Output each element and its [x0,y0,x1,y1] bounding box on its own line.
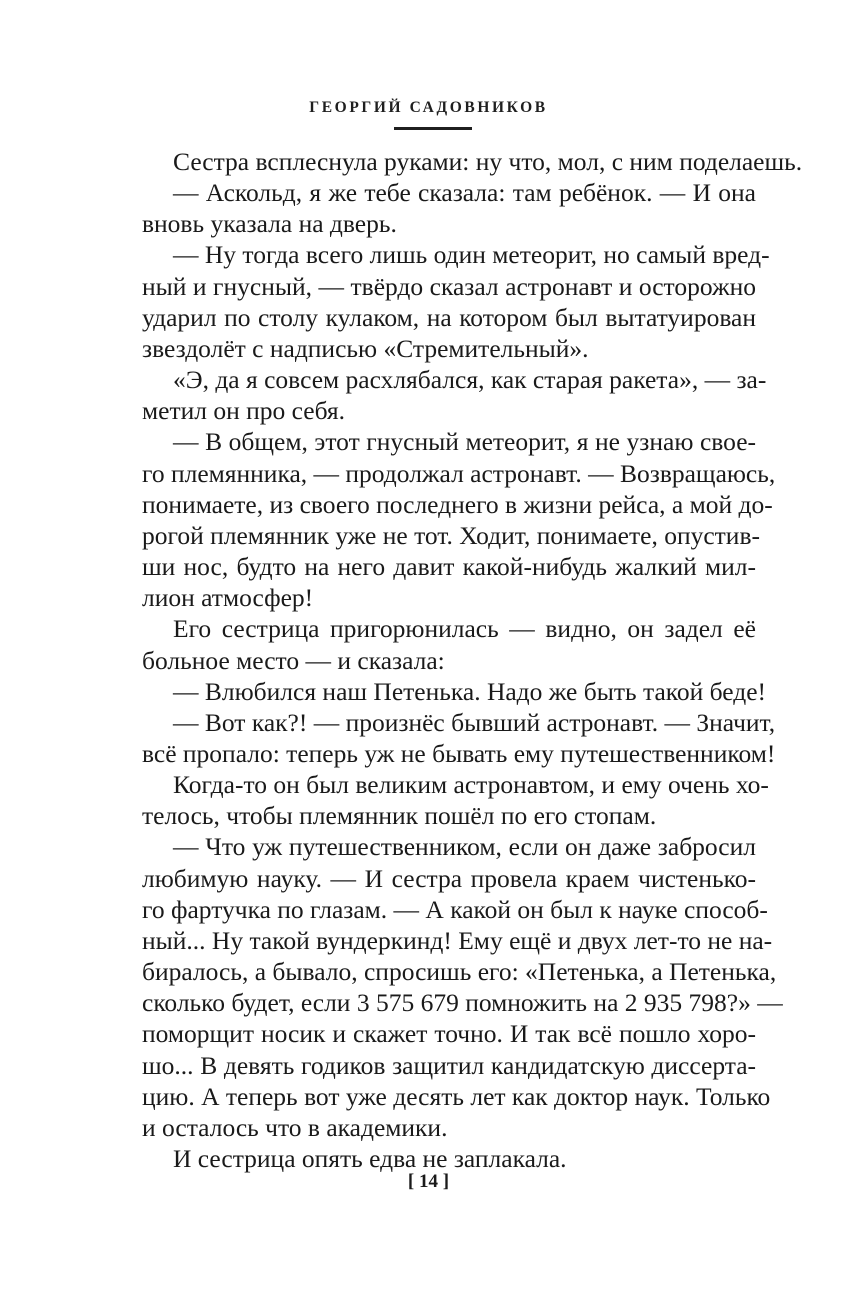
text-line: го племянника, — продолжал астронавт. — Возвращаюсь, [142,458,776,488]
text-line: — В общем, этот гнусный метеорит, я не узнаю свое- [173,427,756,457]
paragraph [142,426,776,613]
page-number: [ 14 ] [407,1171,450,1192]
text-line: лион атмосфер! [142,583,314,613]
text-line: — Аскольд, я же тебе сказала: там ребёнок. — И она [173,178,756,208]
text-line: всё пропало: теперь уж не бывать ему путешественником! [142,738,776,768]
text-line: — Что уж путешественником, если он даже забросил [173,832,756,862]
paragraph [142,676,767,707]
text-line: Сестра всплеснула руками: ну что, мол, с ним поделаешь. [173,147,803,176]
paragraph [142,831,783,1143]
header-rule [394,127,472,130]
paragraph [142,364,767,426]
paragraph [142,239,770,364]
text-line: вновь указала на дверь. [142,209,397,239]
paragraph [142,707,776,769]
text-line: цию. А теперь вот уже десять лет как доктор наук. Только [142,1081,771,1111]
text-line: шо... В девять годиков защитил кандидатскую диссерта- [142,1050,756,1080]
body-text [142,146,803,1174]
text-line: поморщит носик и скажет точно. И так всё пошло хоро- [142,1019,756,1049]
text-line: Когда-то он был великим астронавтом, и ему очень хо- [173,770,769,800]
text-line: рогой племянник уже не тот. Ходит, понимаете, опустив- [142,520,760,550]
paragraph [142,769,769,831]
text-line: — Ну тогда всего лишь один метеорит, но самый вред- [173,240,770,270]
text-line: метил он про себя. [142,396,346,426]
text-line: «Э, да я совсем расхлябался, как старая ракета», — за- [173,365,767,395]
paragraph [142,613,756,675]
paragraph [142,1143,756,1174]
text-line: ный... Ну такой вундеркинд! Ему ещё и двух лет-то не на- [142,925,773,955]
text-line: — Вот как?! — произнёс бывший астронавт. — Значит, [173,707,776,737]
text-line: любимую науку. — И сестра провела краем чистенько- [142,863,756,893]
text-line: го фартучка по глазам. — А какой он был к науке способ- [142,894,768,924]
running-header-author: ГЕОРГИЙ САДОВНИКОВ [309,99,548,116]
text-line: Его сестрица пригорюнилась — видно, он задел её [173,614,756,644]
text-line: ный и гнусный, — твёрдо сказал астронавт и осторожно [142,271,756,301]
text-line: И сестрица опять едва не заплакала. [173,1144,567,1173]
text-line: биралось, а бывало, спросишь его: «Петенька, а Петенька, [142,957,777,987]
text-line: телось, чтобы племянник пошёл по его стопам. [142,801,657,831]
text-line: понимаете, из своего последнего в жизни рейса, а мой до- [142,489,773,519]
text-line: больное место — и сказала: [142,645,445,675]
text-line: — Влюбился наш Петенька. Надо же быть такой беде! [173,676,767,706]
paragraph [142,177,756,239]
text-line: ши нос, будто на него давит какой-нибудь жалкий мил- [142,552,756,582]
text-line: и осталось что в академики. [142,1112,448,1142]
text-line: звездолёт с надписью «Стремительный». [142,333,589,363]
text-line: ударил по столу кулаком, на котором был вытатуирован [142,302,756,332]
text-line: сколько будет, если 3 575 679 помножить на 2 935 798?» — [142,988,783,1018]
paragraph [142,146,803,177]
